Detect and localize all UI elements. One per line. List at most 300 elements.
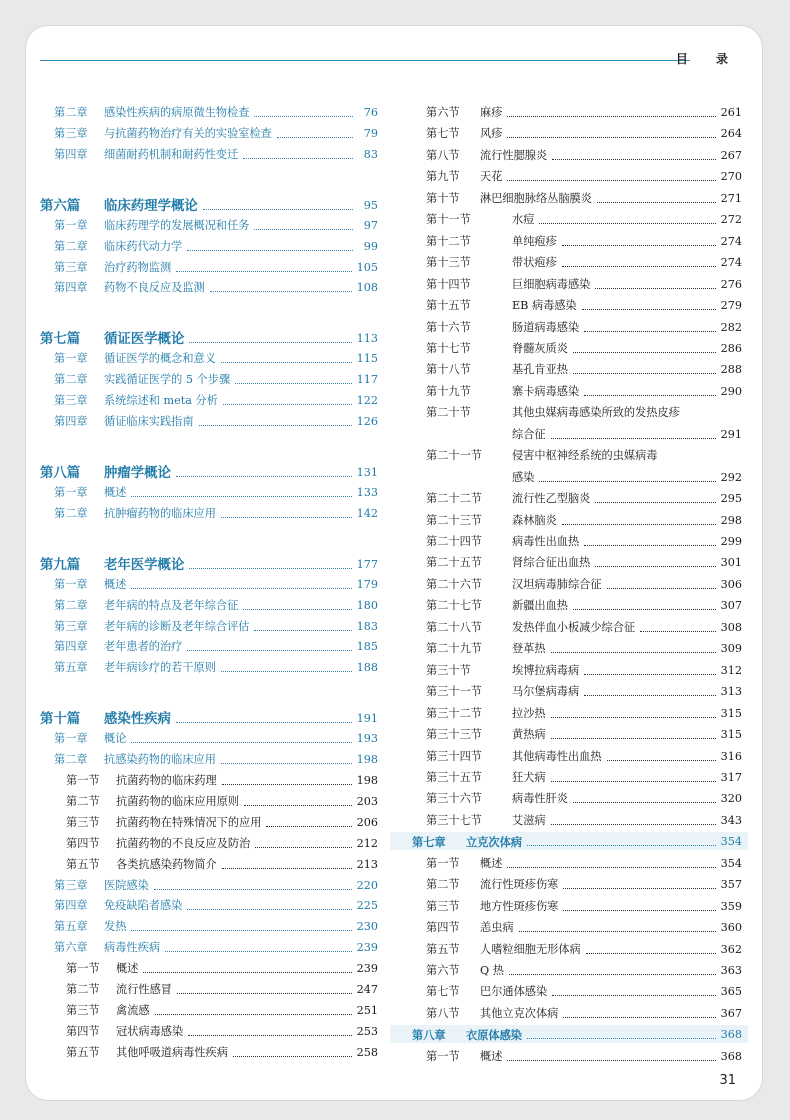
toc-section-entry[interactable] (426, 379, 742, 399)
entry-label: 第二节 (66, 983, 100, 996)
entry-page-number: 188 (356, 661, 378, 675)
entry-label: 第二十节 (426, 406, 471, 420)
entry-label: 第五章 (54, 920, 88, 934)
entry-title: 概述 (104, 485, 127, 499)
entry-title: 水痘 (512, 213, 535, 227)
toc-section-entry[interactable] (426, 744, 742, 764)
entry-title: 单纯疱疹 (512, 234, 557, 248)
leader-dots (255, 847, 351, 848)
entry-title: 肿瘤学概论 (104, 464, 171, 481)
toc-section-entry[interactable] (426, 229, 742, 249)
entry-page-number: 193 (356, 732, 378, 746)
entry-page-number: 279 (720, 299, 742, 313)
entry-page-number: 354 (720, 856, 742, 870)
leader-dots (562, 524, 716, 525)
entry-page-number: 191 (356, 712, 378, 726)
toc-chapter-entry[interactable] (54, 893, 378, 913)
toc-part-entry[interactable] (40, 702, 378, 726)
entry-title: 抗菌药物的不良反应及防治 (116, 836, 251, 850)
entry-page-number: 99 (363, 239, 378, 253)
toc-chapter-entry[interactable] (54, 480, 378, 500)
entry-page-number: 301 (720, 556, 742, 570)
leader-dots (187, 250, 353, 251)
entry-label: 第二十六节 (426, 577, 482, 591)
entry-label: 第三章 (54, 619, 88, 633)
entry-title: 其他虫媒病毒感染所致的发热皮疹 (512, 406, 680, 420)
entry-page-number: 206 (356, 815, 378, 829)
toc-section-entry[interactable] (426, 937, 742, 957)
leader-dots (189, 342, 351, 343)
entry-page-number: 105 (356, 260, 378, 274)
entry-label: 第一章 (54, 485, 88, 499)
entry-label: 第七节 (426, 127, 460, 141)
toc-chapter-entry[interactable] (54, 121, 378, 141)
entry-label: 第三章 (54, 260, 88, 274)
toc-section-entry[interactable] (66, 1040, 378, 1060)
entry-title: 老年医学概论 (104, 556, 185, 573)
leader-dots (597, 202, 716, 203)
entry-label: 第二十一节 (426, 449, 482, 463)
entry-page-number: 270 (720, 170, 742, 184)
entry-label: 第四章 (54, 640, 88, 654)
toc-section-entry[interactable] (66, 998, 378, 1018)
toc-section-entry[interactable] (426, 894, 742, 914)
toc-chapter-entry[interactable] (54, 655, 378, 675)
leader-dots (584, 674, 716, 675)
entry-page-number: 247 (356, 983, 378, 996)
entry-page-number: 212 (356, 836, 378, 850)
toc-section-entry[interactable] (426, 508, 742, 528)
entry-title: 狂犬病 (512, 770, 546, 784)
toc-section-entry[interactable] (426, 701, 742, 721)
toc-section-entry[interactable] (426, 915, 742, 935)
entry-label: 第一节 (426, 1049, 460, 1063)
entry-page-number: 122 (356, 394, 378, 408)
toc-chapter-entry[interactable] (54, 234, 378, 254)
entry-page-number: 131 (356, 465, 378, 479)
leader-dots (551, 824, 716, 825)
entry-title: 登革热 (512, 642, 546, 656)
entry-title: 马尔堡病毒病 (512, 685, 580, 699)
toc-part-entry[interactable] (40, 548, 378, 572)
leader-dots (188, 1035, 352, 1036)
toc-section-entry[interactable] (426, 851, 742, 871)
leader-dots (235, 383, 352, 384)
toc-section-entry[interactable] (426, 336, 742, 356)
entry-title: 循证医学概论 (104, 331, 185, 348)
entry-page-number: 142 (356, 506, 378, 520)
entry-title: 感染 (512, 470, 535, 484)
entry-label: 第二十九节 (426, 642, 482, 656)
leader-dots (507, 180, 715, 181)
toc-chapter-entry[interactable] (54, 367, 378, 387)
toc-chapter-entry[interactable] (412, 829, 742, 849)
entry-title: 巨细胞病毒感染 (512, 277, 591, 291)
toc-section-entry[interactable] (426, 143, 742, 163)
leader-dots (584, 395, 716, 396)
toc-chapter-entry[interactable] (412, 1022, 742, 1042)
entry-label: 第三十七节 (426, 813, 482, 827)
leader-dots (221, 362, 352, 363)
leader-dots (595, 502, 715, 503)
entry-page-number: 97 (363, 218, 378, 232)
entry-title: 老年病的特点及老年综合征 (104, 598, 239, 612)
entry-title: 森林脑炎 (512, 513, 557, 527)
entry-label: 第二章 (54, 598, 88, 612)
entry-page-number: 203 (356, 794, 378, 808)
entry-label: 第二十五节 (426, 556, 482, 570)
entry-page-number: 276 (720, 277, 742, 291)
entry-label: 第二十三节 (426, 513, 482, 527)
entry-label: 第一章 (54, 352, 88, 366)
toc-chapter-entry[interactable] (54, 614, 378, 634)
toc-chapter-entry[interactable] (54, 572, 378, 592)
toc-part-entry[interactable] (40, 322, 378, 346)
entry-page-number: 115 (356, 352, 378, 366)
entry-title: 系统综述和 meta 分析 (104, 394, 218, 408)
entry-title: 临床药代动力学 (104, 239, 183, 253)
toc-chapter-entry[interactable] (54, 747, 378, 767)
entry-label: 第七节 (426, 985, 460, 999)
leader-dots (187, 909, 351, 910)
leader-dots (266, 826, 351, 827)
leader-dots (187, 650, 351, 651)
toc-section-entry[interactable] (426, 250, 742, 270)
entry-page-number: 133 (356, 485, 378, 499)
entry-title: 抗肿瘤药物的临床应用 (104, 506, 216, 520)
leader-dots (551, 652, 716, 653)
toc-section-entry[interactable] (426, 808, 742, 828)
page-number: 31 (719, 1073, 736, 1088)
entry-page-number: 362 (720, 942, 742, 956)
entry-title: 抗菌药物的临床应用原则 (116, 794, 240, 808)
toc-section-entry[interactable] (426, 872, 742, 892)
entry-title: 其他病毒性出血热 (512, 749, 602, 763)
toc-section-entry[interactable] (426, 293, 742, 313)
leader-dots (539, 223, 715, 224)
toc-section-entry[interactable] (66, 789, 378, 809)
entry-title: 治疗药物监测 (104, 260, 172, 274)
entry-label: 第三十四节 (426, 749, 482, 763)
toc-chapter-entry[interactable] (54, 501, 378, 521)
entry-page-number: 185 (356, 640, 378, 654)
entry-page-number: 320 (720, 792, 742, 806)
entry-label: 第八节 (426, 1006, 460, 1020)
toc-section-entry[interactable] (426, 765, 742, 785)
entry-label: 第十二节 (426, 234, 471, 248)
entry-title: 恙虫病 (480, 921, 514, 935)
toc-section-entry[interactable] (66, 956, 378, 976)
leader-dots (573, 609, 716, 610)
leader-dots (527, 1038, 716, 1039)
leader-dots (222, 784, 352, 785)
toc-section-entry[interactable] (426, 121, 742, 141)
entry-label: 第六章 (54, 941, 88, 955)
entry-label: 第三章 (54, 394, 88, 408)
toc-chapter-entry[interactable] (54, 346, 378, 366)
entry-page-number: 220 (356, 878, 378, 892)
leader-dots (573, 802, 716, 803)
entry-title: 地方性斑疹伤寒 (480, 899, 559, 913)
toc-section-entry[interactable] (66, 831, 378, 851)
entry-label: 第三节 (66, 1003, 100, 1017)
toc-section-entry[interactable] (426, 207, 742, 227)
entry-page-number: 76 (363, 106, 378, 119)
entry-page-number: 368 (720, 1028, 742, 1042)
toc-chapter-entry[interactable] (54, 914, 378, 934)
entry-label: 第二章 (54, 239, 88, 253)
entry-page-number: 180 (356, 598, 378, 612)
entry-label: 第五节 (426, 942, 460, 956)
leader-dots (277, 137, 353, 138)
entry-title: 实践循证医学的 5 个步骤 (104, 373, 231, 387)
entry-label: 第五节 (66, 857, 100, 871)
toc-page (26, 26, 762, 1100)
entry-page-number: 360 (720, 921, 742, 935)
entry-title: 发热 (104, 920, 127, 934)
toc-section-entry[interactable] (426, 529, 742, 549)
entry-label: 第一章 (54, 218, 88, 232)
leader-dots (189, 568, 351, 569)
toc-section-entry[interactable] (426, 722, 742, 742)
entry-label: 第四节 (66, 1024, 100, 1038)
toc-section-entry[interactable] (426, 357, 742, 377)
leader-dots (582, 309, 716, 310)
entry-title: 汉坦病毒肺综合征 (512, 577, 602, 591)
entry-label: 第十一节 (426, 213, 471, 227)
toc-section-entry[interactable] (426, 100, 742, 120)
entry-page-number: 95 (363, 198, 378, 212)
toc-section-entry[interactable] (426, 615, 742, 635)
entry-page-number: 343 (720, 813, 742, 827)
entry-title: 病毒性出血热 (512, 535, 580, 548)
entry-page-number: 183 (356, 619, 378, 633)
leader-dots (563, 888, 715, 889)
entry-page-number: 290 (720, 384, 742, 398)
toc-section-entry[interactable] (426, 315, 742, 335)
leader-dots (584, 331, 716, 332)
toc-chapter-entry[interactable] (54, 255, 378, 275)
toc-chapter-entry[interactable] (54, 726, 378, 746)
leader-dots (221, 517, 352, 518)
entry-label: 第八篇 (40, 464, 81, 481)
entry-label: 第六节 (426, 106, 460, 119)
leader-dots (165, 951, 352, 952)
toc-section-entry[interactable] (426, 550, 742, 570)
entry-label: 第二十二节 (426, 492, 482, 506)
toc-section-entry[interactable] (426, 164, 742, 184)
toc-section-entry[interactable] (426, 400, 742, 420)
entry-title: 黄热病 (512, 728, 546, 742)
leader-dots (584, 545, 716, 546)
entry-label: 第二章 (54, 373, 88, 387)
toc-section-entry[interactable] (66, 810, 378, 830)
leader-dots (177, 993, 352, 994)
toc-section-entry[interactable] (426, 272, 742, 292)
entry-title: 抗菌药物的临床药理 (116, 774, 217, 787)
leader-dots (552, 995, 716, 996)
entry-page-number: 308 (720, 620, 742, 634)
entry-title: 概述 (480, 856, 503, 870)
entry-page-number: 299 (720, 535, 742, 548)
entry-label: 第八章 (412, 1028, 446, 1043)
entry-page-number: 298 (720, 513, 742, 527)
entry-label: 第二章 (54, 753, 88, 767)
toc-chapter-entry[interactable] (54, 409, 378, 429)
leader-dots (563, 1017, 715, 1018)
leader-dots (507, 137, 715, 138)
toc-section-entry[interactable] (426, 786, 742, 806)
entry-label: 第三十一节 (426, 685, 482, 699)
entry-title: 衣原体感染 (466, 1028, 522, 1043)
entry-title: 寨卡病毒感染 (512, 384, 580, 398)
leader-dots (244, 805, 352, 806)
entry-title: 肾综合征出血热 (512, 556, 591, 570)
toc-section-continuation[interactable] (512, 465, 742, 485)
toc-chapter-entry[interactable] (54, 593, 378, 613)
leader-dots (562, 266, 716, 267)
toc-section-entry[interactable] (426, 572, 742, 592)
toc-part-entry[interactable] (40, 189, 378, 213)
leader-dots (233, 1056, 352, 1057)
toc-section-entry[interactable] (426, 979, 742, 999)
entry-label: 第二十八节 (426, 620, 482, 634)
entry-title: 发热伴血小板减少综合征 (512, 620, 636, 634)
leader-dots (199, 425, 352, 426)
entry-page-number: 272 (720, 213, 742, 227)
entry-page-number: 368 (720, 1049, 742, 1063)
toc-chapter-entry[interactable] (54, 142, 378, 162)
entry-title: 禽流感 (116, 1003, 150, 1017)
header-title: 目 录 (675, 52, 740, 66)
toc-chapter-entry[interactable] (54, 388, 378, 408)
leader-dots (131, 930, 351, 931)
entry-title: 基孔肯亚热 (512, 363, 568, 377)
leader-dots (507, 1060, 715, 1061)
leader-dots (176, 271, 352, 272)
entry-title: 感染性疾病 (104, 711, 171, 728)
entry-label: 第三节 (66, 815, 100, 829)
leader-dots (573, 373, 716, 374)
leader-dots (154, 889, 352, 890)
toc-section-entry[interactable] (426, 443, 742, 463)
entry-page-number: 291 (720, 427, 742, 441)
entry-label: 第一章 (54, 577, 88, 591)
entry-label: 第四章 (54, 415, 88, 428)
leader-dots (551, 438, 716, 439)
entry-title: 肠道病毒感染 (512, 320, 580, 334)
leader-dots (527, 845, 716, 846)
entry-label: 第二章 (54, 506, 88, 520)
leader-dots (584, 695, 716, 696)
toc-section-entry[interactable] (66, 977, 378, 997)
toc-chapter-entry[interactable] (54, 935, 378, 955)
leader-dots (131, 496, 351, 497)
toc-section-continuation[interactable] (512, 422, 742, 442)
toc-chapter-entry[interactable] (54, 213, 378, 233)
leader-dots (243, 158, 353, 159)
entry-label: 第五节 (66, 1045, 100, 1059)
entry-label: 第十节 (426, 191, 460, 205)
toc-chapter-entry[interactable] (54, 634, 378, 654)
leader-dots (203, 209, 353, 210)
entry-page-number: 225 (356, 899, 378, 913)
entry-page-number: 307 (720, 599, 742, 613)
leader-dots (640, 631, 716, 632)
entry-label: 第一章 (54, 732, 88, 746)
entry-label: 第三十节 (426, 663, 471, 677)
toc-section-entry[interactable] (426, 1001, 742, 1021)
toc-section-entry[interactable] (426, 658, 742, 678)
entry-title: 流行性斑疹伤寒 (480, 878, 559, 892)
toc-section-entry[interactable] (426, 486, 742, 506)
entry-label: 第九篇 (40, 556, 81, 573)
toc-section-entry[interactable] (66, 768, 378, 788)
entry-title: 老年病诊疗的若干原则 (104, 661, 216, 675)
entry-page-number: 312 (720, 663, 742, 677)
entry-page-number: 253 (356, 1024, 378, 1038)
entry-title: 天花 (480, 170, 503, 184)
toc-section-entry[interactable] (426, 679, 742, 699)
entry-page-number: 354 (720, 835, 742, 849)
leader-dots (507, 116, 715, 117)
entry-label: 第七篇 (40, 331, 81, 348)
entry-title: 拉沙热 (512, 706, 546, 720)
entry-label: 第四章 (54, 147, 88, 161)
entry-page-number: 306 (720, 577, 742, 591)
entry-title: 循证临床实践指南 (104, 415, 194, 428)
toc-section-entry[interactable] (66, 1019, 378, 1039)
toc-section-entry[interactable] (66, 852, 378, 872)
entry-title: 概述 (480, 1049, 503, 1063)
entry-label: 第三十六节 (426, 792, 482, 806)
leader-dots (176, 476, 352, 477)
entry-page-number: 258 (356, 1045, 378, 1059)
toc-section-entry[interactable] (426, 186, 742, 206)
entry-page-number: 313 (720, 685, 742, 699)
entry-title: 侵害中枢神经系统的虫媒病毒 (512, 449, 658, 463)
entry-label: 第八节 (426, 148, 460, 162)
toc-section-entry[interactable] (426, 636, 742, 656)
leader-dots (595, 566, 715, 567)
entry-page-number: 108 (356, 281, 378, 295)
toc-section-entry[interactable] (426, 593, 742, 613)
entry-label: 第二节 (66, 794, 100, 808)
entry-label: 第十五节 (426, 299, 471, 313)
entry-title: 临床药理学的发展概况和任务 (104, 218, 250, 232)
entry-title: 流行性感冒 (116, 983, 172, 996)
toc-chapter-entry[interactable] (54, 873, 378, 893)
entry-page-number: 117 (356, 373, 378, 387)
toc-section-entry[interactable] (426, 958, 742, 978)
entry-page-number: 213 (356, 857, 378, 871)
entry-page-number: 198 (356, 774, 378, 787)
entry-title: 人嗜粒细胞无形体病 (480, 942, 581, 956)
toc-chapter-entry[interactable] (54, 100, 378, 120)
entry-label: 第一节 (426, 856, 460, 870)
entry-label: 第十九节 (426, 384, 471, 398)
entry-title: 麻疹 (480, 106, 503, 119)
toc-chapter-entry[interactable] (54, 275, 378, 295)
leader-dots (221, 671, 352, 672)
entry-page-number: 367 (720, 1006, 742, 1020)
entry-title: 免疫缺陷者感染 (104, 899, 183, 913)
entry-title: 细菌耐药机制和耐药性变迁 (104, 147, 239, 161)
toc-section-entry[interactable] (426, 1044, 742, 1064)
entry-title: 脊髓灰质炎 (512, 341, 568, 355)
toc-part-entry[interactable] (40, 456, 378, 480)
entry-title: 病毒性疾病 (104, 941, 160, 955)
